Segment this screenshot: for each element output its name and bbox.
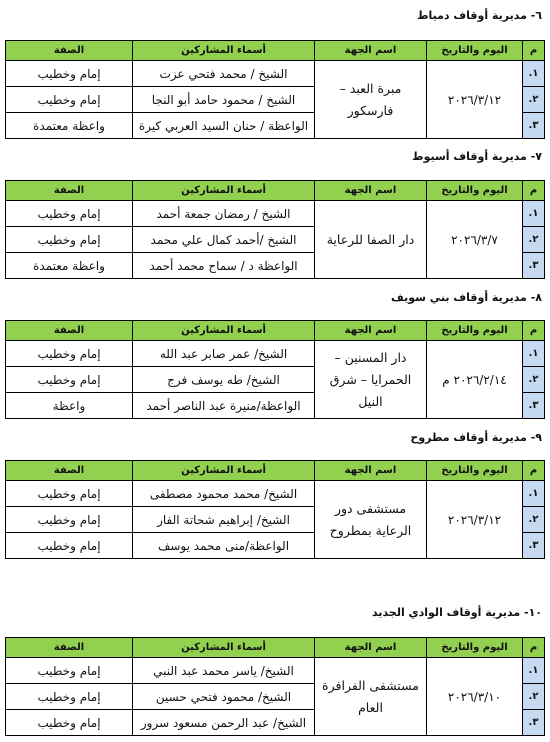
participants-table [5,320,545,419]
header-date: اليوم والتاريخ [427,41,523,61]
header-num: م [523,41,545,61]
header-date: اليوم والتاريخ [427,638,523,658]
participant-role: إمام وخطيب [6,87,133,113]
row-number: ٣. [523,710,545,736]
table-header [6,181,545,201]
entity-cell: دار الصفا للرعاية [315,201,427,279]
participant-name: الواعظة د / سماح محمد أحمد [133,253,315,279]
table-row [6,341,545,367]
row-number: ٣. [523,393,545,419]
entity-cell: دار المسنين – الحمرايا – شرق النيل [315,341,427,419]
header-entity: اسم الجهة [315,181,427,201]
entity-cell: مستشفى دور الرعاية بمطروح [315,481,427,559]
date-cell: ٢٠٢٦/٣/١٢ [427,481,523,559]
participant-name: الشيخ/ عبد الرحمن مسعود سرور [133,710,315,736]
header-role: الصفة [6,461,133,481]
section-title: ١٠- مديرية أوقاف الوادي الجديد [372,606,542,619]
table-row [6,61,545,87]
table-header [6,461,545,481]
row-number: ١. [523,201,545,227]
section-title: ٦- مديرية أوقاف دمياط [417,9,542,22]
row-number: ٢. [523,87,545,113]
participant-name: الشيخ/ إبراهيم شحاتة الفار [133,507,315,533]
entity-cell: مستشفى الفرافرة العام [315,658,427,736]
header-participants: أسماء المشاركين [133,41,315,61]
header-participants: أسماء المشاركين [133,321,315,341]
participant-name: الواعظة/منيرة عبد الناصر أحمد [133,393,315,419]
header-date: اليوم والتاريخ [427,321,523,341]
header-role: الصفة [6,181,133,201]
participant-role: إمام وخطيب [6,507,133,533]
section-title: ٨- مديرية أوقاف بني سويف [391,291,542,304]
participants-table [5,180,545,279]
section-title: ٩- مديرية أوقاف مطروح [410,431,542,444]
participant-role: واعظة [6,393,133,419]
participant-role: إمام وخطيب [6,710,133,736]
header-entity: اسم الجهة [315,461,427,481]
header-num: م [523,638,545,658]
participant-name: الشيخ /أحمد كمال علي محمد [133,227,315,253]
table-header [6,321,545,341]
date-cell: ٢٠٢٦/٣/١٢ [427,61,523,139]
participant-name: الشيخ/ محمود فتحي حسين [133,684,315,710]
header-participants: أسماء المشاركين [133,461,315,481]
row-number: ١. [523,481,545,507]
participants-table [5,40,545,139]
header-num: م [523,321,545,341]
entity-cell: مبرة العبد – فارسكور [315,61,427,139]
participant-role: واعظة معتمدة [6,113,133,139]
header-num: م [523,461,545,481]
table-row [6,201,545,227]
participant-role: إمام وخطيب [6,533,133,559]
date-cell: ٢٠٢٦/٢/١٤ م [427,341,523,419]
table-header [6,638,545,658]
date-cell: ٢٠٢٦/٣/٧ [427,201,523,279]
participant-name: الشيخ / محمد فتحي عزت [133,61,315,87]
header-participants: أسماء المشاركين [133,181,315,201]
section-title: ٧- مديرية أوقاف أسيوط [412,150,542,163]
participant-role: إمام وخطيب [6,684,133,710]
participant-name: الواعظة / حنان السيد العربي كيرة [133,113,315,139]
header-entity: اسم الجهة [315,41,427,61]
participant-name: الشيخ/ طه يوسف فرج [133,367,315,393]
row-number: ١. [523,341,545,367]
row-number: ١. [523,61,545,87]
table-header [6,41,545,61]
participant-name: الشيخ/ ياسر محمد عبد النبي [133,658,315,684]
row-number: ٢. [523,507,545,533]
header-entity: اسم الجهة [315,321,427,341]
header-role: الصفة [6,321,133,341]
row-number: ١. [523,658,545,684]
row-number: ٢. [523,367,545,393]
header-num: م [523,181,545,201]
row-number: ٣. [523,113,545,139]
table-row [6,481,545,507]
participants-table [5,637,545,736]
header-date: اليوم والتاريخ [427,181,523,201]
participant-name: الشيخ / محمود حامد أبو النجا [133,87,315,113]
participant-role: إمام وخطيب [6,367,133,393]
participant-name: الشيخ/ محمد محمود مصطفى [133,481,315,507]
header-participants: أسماء المشاركين [133,638,315,658]
header-entity: اسم الجهة [315,638,427,658]
row-number: ٣. [523,253,545,279]
participant-role: إمام وخطيب [6,481,133,507]
participant-role: إمام وخطيب [6,227,133,253]
participant-role: إمام وخطيب [6,201,133,227]
header-role: الصفة [6,638,133,658]
participant-name: الشيخ/ عمر صابر عبد الله [133,341,315,367]
participant-role: إمام وخطيب [6,341,133,367]
participant-role: واعظة معتمدة [6,253,133,279]
participants-table [5,460,545,559]
participant-name: الشيخ / رمضان جمعة أحمد [133,201,315,227]
header-date: اليوم والتاريخ [427,461,523,481]
date-cell: ٢٠٢٦/٣/١٠ [427,658,523,736]
table-row [6,658,545,684]
participant-role: إمام وخطيب [6,61,133,87]
row-number: ٢. [523,227,545,253]
header-role: الصفة [6,41,133,61]
row-number: ٣. [523,533,545,559]
row-number: ٢. [523,684,545,710]
participant-name: الواعظة/منى محمد يوسف [133,533,315,559]
participant-role: إمام وخطيب [6,658,133,684]
